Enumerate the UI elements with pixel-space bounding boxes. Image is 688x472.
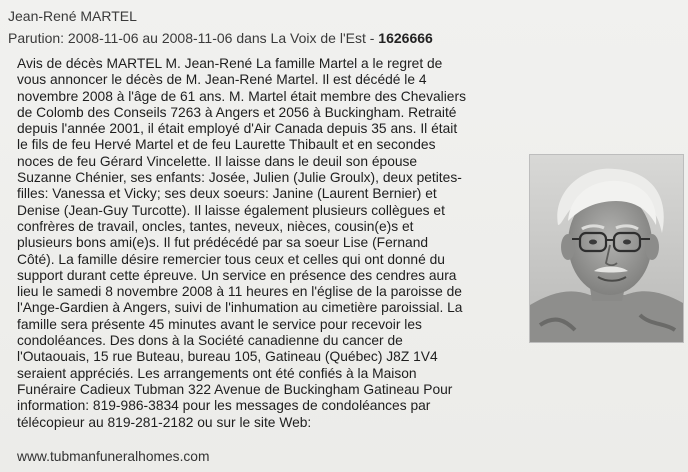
text-line: information: 819-986-3834 pour les messages de condoléances par — [17, 398, 431, 414]
publication-info: Parution: 2008-11-06 au 2008-11-06 dans La Voix de l'Est - — [8, 30, 379, 46]
text-line: l'Ange-Gardien à Angers, suivi de l'inhumation au cimetière paroissial. La — [17, 300, 463, 316]
text-line: famille sera présente 45 minutes avant le service pour recevoir les — [17, 316, 422, 332]
text-line: vous annoncer le décès de M. Jean-René Martel. Il est décédé le 4 — [17, 72, 427, 88]
text-line: novembre 2008 à l'âge de 61 ans. M. Martel était membre des Chevaliers — [17, 88, 466, 104]
text-line: Côté). La famille désire remercier tous ceux et celles qui ont donné du — [17, 251, 445, 267]
deceased-name: Jean-René MARTEL — [8, 8, 137, 24]
text-line: Avis de décès MARTEL M. Jean-René La famille Martel a le regret de — [17, 56, 443, 71]
text-line: lieu le samedi 8 novembre 2008 à 11 heures en l'église de la paroisse de — [17, 284, 462, 300]
text-line: support durant cette épreuve. Un service en présence des cendres aura — [17, 267, 457, 283]
text-line: télécopieur au 819-281-2182 ou sur le site Web: — [17, 414, 312, 430]
text-line: noces de feu Gérard Vincelette. Il laisse dans le deuil son épouse — [17, 153, 418, 169]
obituary-text — [17, 56, 535, 431]
text-line: plusieurs bons ami(e)s. Il fut prédécédé par sa soeur Lise (Fernand — [17, 235, 429, 251]
text-line: filles: Vanessa et Vicky; ses deux soeurs: Janine (Laurent Bernier) et — [17, 186, 437, 202]
text-line: Denise (Jean-Guy Turcotte). Il laisse également plusieurs collègues et — [17, 202, 445, 218]
reference-number: 1626666 — [378, 30, 433, 46]
text-line: Funéraire Cadieux Tubman 322 Avenue de Buckingham Gatineau Pour — [17, 381, 453, 397]
text-line: condoléances. Des dons à la Société canadienne du cancer de — [17, 333, 403, 349]
text-line: Suzanne Chénier, ses enfants: Josée, Julien (Julie Groulx), deux petites- — [17, 170, 462, 186]
portrait-photo-icon — [530, 155, 683, 342]
text-line: de Colomb des Conseils 7263 à Angers et 2056 à Buckingham. Retraité — [17, 104, 457, 120]
text-line: confrères de travail, oncles, tantes, neveux, nièces, cousin(e)s et — [17, 218, 414, 234]
funeral-home-website-link[interactable]: www.tubmanfuneralhomes.com — [17, 449, 210, 464]
portrait-photo — [529, 154, 684, 343]
text-line: l'Outaouais, 15 rue Buteau, bureau 105, Gatineau (Québec) J8Z 1V4 — [17, 349, 438, 365]
text-line: depuis l'année 2001, il était employé d'Air Canada depuis 35 ans. Il était — [17, 121, 458, 137]
publication-line — [8, 30, 433, 47]
text-line: seraient appréciés. Les arrangements ont été confiés à la Maison — [17, 365, 417, 381]
text-line: le fils de feu Hervé Martel et de feu Laurette Thibault et en secondes — [17, 137, 436, 153]
